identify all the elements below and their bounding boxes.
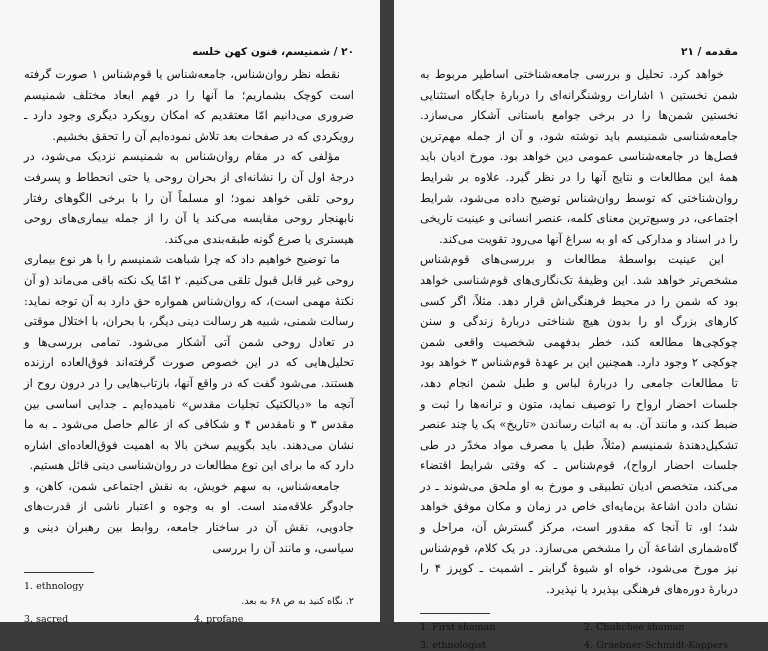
left-paragraph-1: نقطه نظر روان‌شناس، جامعه‌شناس یا قوم‌شناس ۱ صورت گرفته است کوچک بشماریم؛ ما آنها را در فهم ابعاد مختلف شمنیسم ضروری می‌دانیم امّا معتقدیم که امکان رویکرد دیگری وجود دارد ـ رویکردی که در صفحات بعد تلاش نموده‌ایم آن را تحقق بخشیم.	[24, 67, 354, 143]
right-running-head: مقدمه / ۲۱	[681, 46, 738, 58]
left-footnote-rule	[24, 572, 94, 573]
right-footnotes	[420, 622, 738, 651]
left-paragraph-4: جامعه‌شناس، به سهم خویش، به نقش اجتماعی شمن، کاهن، و جادوگر علاقه‌مند است. او به وجوه و اعتبار ناشی از قدرت‌های جادویی، نقش آن در ساختار جامعه، روابط بین رهبران دینی و سیاسی، و مانند آن را بررسی	[24, 478, 354, 555]
left-body-text	[24, 64, 354, 558]
left-paragraph-3: ما توضیح خواهیم داد که چرا شباهت شمنیسم را با هر نوع بیماری روحی غیر قابل قبول تلقی می‌کنیم. ۲ امّا یک نکته باقی می‌ماند (و آن نکتهٔ مهمی است)، که روان‌شناس همواره حق دارد به آن توجه نماید: رسالت شمنی، شبیه هر رسالت دینی دیگر، با بحران، با اختلال موقتی در تعادل روحی شمن آتی آشکار می‌شود. تمامی بررسی‌ها و تحلیل‌هایی که در این خصوص صورت گرفته‌اند فوق‌العاده ارزنده هستند. می‌شود گفت که در واقع آنها، بازتاب‌هایی را در درون روح از آنچه ما «دیالکتیک تجلیات مقدس» نامیده‌ایم ـ جدایی اساسی بین مقدس ۳ و نامقدس ۴ و شکافی که از عالم حاصل می‌شود ـ به ما نشان می‌دهند. باید بگوییم سخن بالا به اهمیت فوق‌العاده‌ای اشاره دارد که ما برای این نوع مطالعات در روان‌شناسی دینی قائل هستیم.	[24, 252, 354, 473]
right-page	[394, 0, 768, 651]
left-footnote-2: ۲. نگاه کنید به ص ۶۸ به بعد.	[241, 596, 354, 608]
right-footnote-1: 1. First shaman	[420, 622, 496, 634]
right-footnote-rule	[420, 613, 490, 614]
left-running-head: ۲۰ / شمنیسم، فنون کهن خلسه	[192, 46, 354, 58]
left-footnote-1: 1. ethnology	[24, 581, 84, 593]
left-footnote-3: 3. sacred	[24, 614, 69, 626]
right-footnote-2: 2. Chukchee shaman	[584, 622, 685, 634]
left-footnotes	[24, 581, 354, 592]
right-footnote-4: 4. Graebner-Schmidt-Koppers	[584, 640, 728, 651]
book-gutter	[380, 0, 394, 622]
left-footnotes-bottom	[24, 614, 354, 625]
right-paragraph-2: این عینیت بواسطهٔ مطالعات و بررسی‌های قوم‌شناس مشخص‌تر خواهد شد. این وظیفهٔ تک‌نگاری‌های قوم‌شناسی خواهد بود که شمن را در محیط فرهنگی‌اش قرار دهد. مثلاً، اگر کسی کارهای بزرگ او را بدون هیچ شناختی دربارهٔ زندگی و سنن چوکچی‌ها مطالعه کند، خطر بدفهمی شخصیت واقعی شمن چوکچی ۲ وجود دارد. همچنین این بر عهدهٔ قوم‌شناس ۳ خواهد بود تا مطالعات جامعی را دربارهٔ لباس و طبل شمن انجام دهد، جلسات احضار ارواح را توصیف نماید، متون و ترانه‌ها را ثبت و ضبط کند، و مانند آن. به به اثبات رساندن «تاریخ» یک یا چند عنصر تشکیل‌دهندهٔ شمنیسم (مثلاً، طبل یا مصرف مواد مخدّر در طی جلسات احضار ارواح)، قوم‌شناس ـ که وقتی شرایط اقتضاء می‌کند، متخصص ادیان تطبیقی و مورخ به او ملحق می‌شوند ـ در نشان دادن اشاعهٔ بن‌مایه‌ای خاص در زمان و مکان موفق خواهد شد؛ او، تا آنجا که مقدور است، مرکز گسترش آن، مراحل و گاه‌شماری اشاعهٔ آن را مشخص می‌سازد. در یک کلام، قوم‌شناس نیز مورخ می‌شود، خواه او شیوهٔ گرابنر ـ اشمیت ـ کوپرز ۴ را دربارهٔ دوره‌های فرهنگی بپذیرد یا نپذیرد.	[420, 252, 739, 596]
right-body-text	[420, 64, 738, 599]
left-paragraph-2: مؤلفی که در مقام روان‌شناس به شمنیسم نزدیک می‌شود، در درجهٔ اول آن را نشانه‌ای از بحران روحی یا حتی انحطاط و پسرفت روحی تلقی خواهد نمود؛ او مسلماً آن را با برخی الگوهای رفتار نابهنجار روحی مقایسه می‌کند یا آن را از جمله بیماری‌های روحی هیستری یا صرع گونه طبقه‌بندی می‌کند.	[24, 149, 354, 246]
left-footnote-4: 4. profane	[194, 614, 244, 626]
right-footnote-3: 3. ethnologist	[420, 640, 487, 651]
right-paragraph-1: خواهد کرد. تحلیل و بررسی جامعه‌شناختی اساطیر مربوط به شمن نخستین ۱ اشارات روشنگرانه‌ای را دربارهٔ جایگاه استثنایی نخستین شمن‌ها را در برخی جوامع باستانی آشکار می‌سازد. جامعه‌شناسی شمنیسم باید نوشته شود، و آن از جمله مهم‌ترین فصل‌ها در جامعه‌شناسی عمومی دین خواهد بود. مورخ ادیان باید همهٔ این مطالعات و نتایج آنها را در نظر گیرد. علاوه بر شرایط روان‌شناختی که توسط روان‌شناس توضیح داده می‌شود، شرایط اجتماعی، در وسیع‌ترین معنای کلمه، عنصر انسانی و عینیت تاریخی را در اسناد و مدارکی که او به سراغ آنها می‌رود تقویت می‌کند.	[420, 67, 738, 246]
left-page	[0, 0, 380, 626]
